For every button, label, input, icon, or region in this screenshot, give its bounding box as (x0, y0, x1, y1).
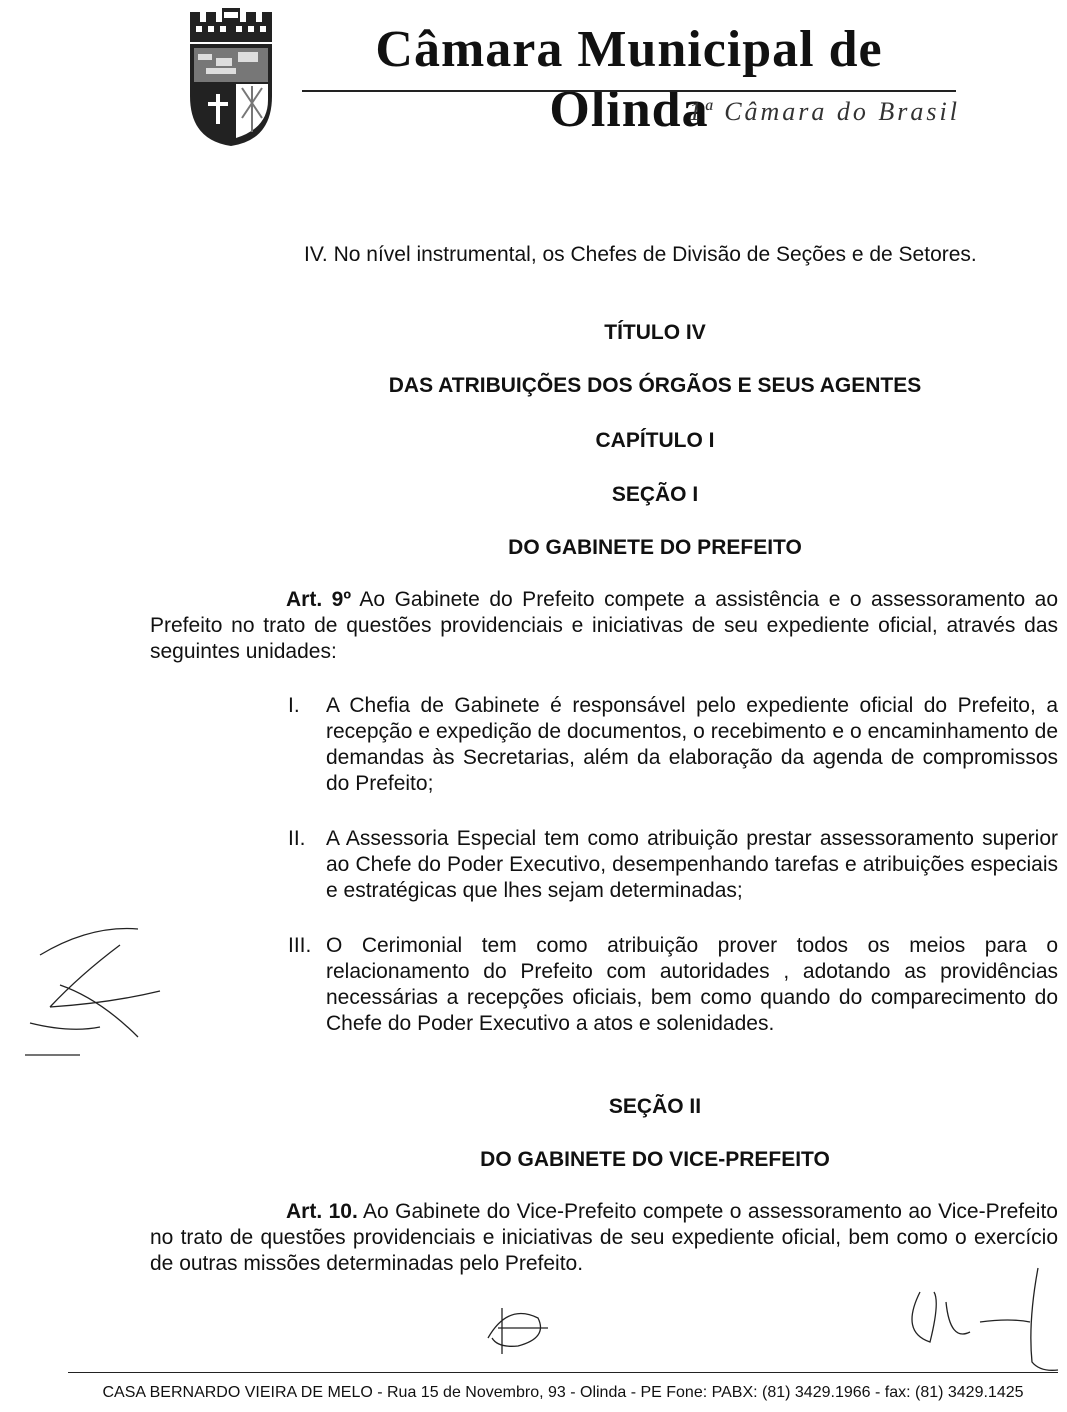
chapter-heading: CAPÍTULO I (595, 429, 715, 452)
list-item (288, 693, 1058, 797)
list-item-text: A Chefia de Gabinete é responsável pelo expediente oficial do Prefeito, a recepção e expedição de documentos, o recebimento e o encaminhamento de demandas às Secretarias, além da elaboração da agenda de compromissos do Prefeito; (326, 694, 1058, 795)
footer-divider (68, 1372, 1058, 1373)
list-item-number: II. (288, 827, 306, 850)
gabinete-prefeito-heading: DO GABINETE DO PREFEITO (508, 536, 802, 559)
secao-1-heading: SEÇÃO I (611, 483, 699, 506)
list-item-number: I. (288, 694, 300, 717)
article-9-text: Ao Gabinete do Prefeito compete a assistência e o assessoramento ao Prefeito no trato de questões providenciais e iniciativas de seu expediente oficial, através das seguintes unidades: (150, 588, 1058, 663)
margin-initials-signature (20, 915, 170, 1065)
list-item (288, 933, 1058, 1037)
article-9-paragraph (150, 587, 1058, 665)
list-item-number: III. (288, 934, 312, 957)
article-10-text: Ao Gabinete do Vice-Prefeito compete o assessoramento ao Vice-Prefeito no trato de questões providenciais e iniciativas de seu expediente oficial, bem como o exercício de outras missões determinadas pelo Prefeito. (150, 1200, 1058, 1275)
article-10-label: Art. 10. (286, 1200, 358, 1223)
article-9-label: Art. 9º (286, 588, 352, 611)
header-divider (302, 90, 956, 92)
list-item-text: A Assessoria Especial tem como atribuição prestar assessoramento superior ao Chefe do Poder Executivo, desempenhando tarefas e atribuições especiais e estratégicas que lhes sejam determinadas; (326, 827, 1058, 902)
footer-address: CASA BERNARDO VIEIRA DE MELO - Rua 15 de Novembro, 93 - Olinda - PE Fone: PABX: (81) 3429.1966 - fax: (81) 3429.1425 (102, 1384, 1024, 1401)
coat-of-arms-icon (186, 8, 276, 148)
list-item (288, 826, 1058, 904)
section-heading: DAS ATRIBUIÇÕES DOS ÓRGÃOS E SEUS AGENTES (388, 374, 922, 397)
title-heading: TÍTULO IV (604, 321, 706, 344)
organization-tagline: 1ª Câmara do Brasil (688, 97, 960, 126)
organization-name: Câmara Municipal de Olinda (375, 21, 883, 138)
bottom-initials-signature-1 (468, 1298, 568, 1358)
gabinete-vice-heading: DO GABINETE DO VICE-PREFEITO (480, 1148, 830, 1171)
secao-2-heading: SEÇÃO II (608, 1095, 702, 1118)
list-item-text: O Cerimonial tem como atribuição prover todos os meios para o relacionamento do Prefeito com autoridades , adotando as providências necessárias a recepções oficiais, bem como quando do comparecimento do Chefe do Poder Executivo a atos e solenidades. (326, 934, 1058, 1035)
bottom-signature-2 (890, 1262, 1060, 1372)
item-iv-paragraph: IV. No nível instrumental, os Chefes de Divisão de Seções e de Setores. (304, 243, 977, 266)
